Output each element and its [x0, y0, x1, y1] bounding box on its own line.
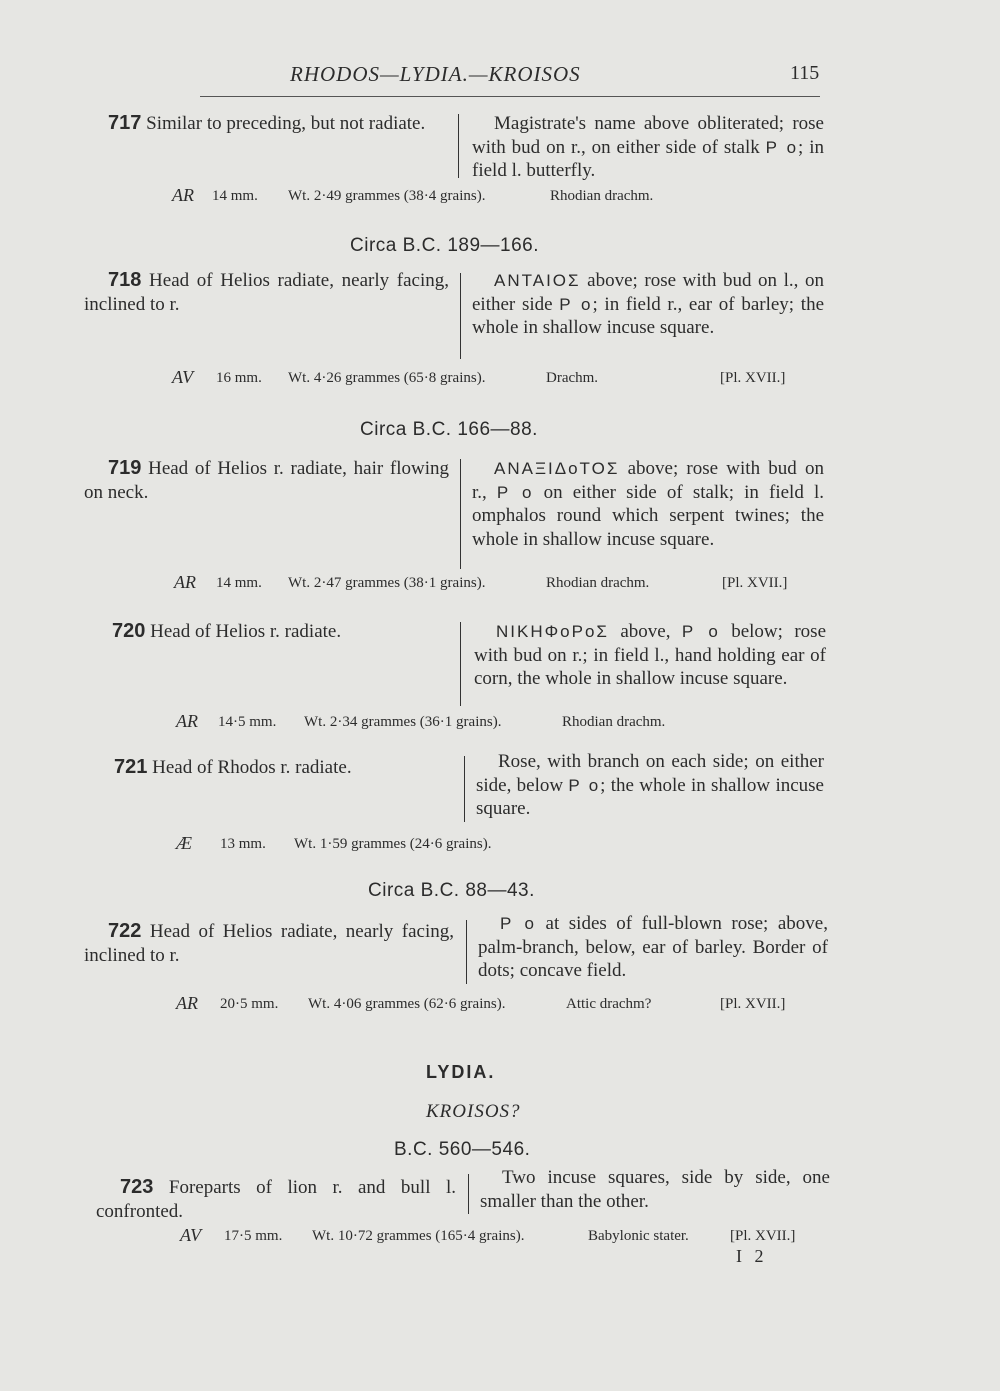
metal-symbol: Æ: [176, 833, 193, 853]
plate-reference: [Pl. XVII.]: [722, 575, 788, 591]
metal-symbol: AR: [176, 993, 198, 1013]
signature-mark: I 2: [736, 1246, 768, 1266]
obverse-description: [84, 269, 449, 316]
reverse-description: [472, 269, 824, 340]
metal-symbol: AR: [174, 572, 196, 592]
coin-denomination: Babylonic stater.: [588, 1228, 689, 1244]
metal-symbol: AR: [176, 711, 198, 731]
reverse-description: [474, 620, 826, 691]
reverse-text: above; rose with bud on l., on either side: [472, 270, 824, 315]
reverse-text-end: ; in field r., ear of barley; the whole in shallow incuse square.: [472, 293, 824, 338]
coin-weight: Wt. 4·26 grammes (65·8 grains).: [288, 370, 486, 386]
reverse-text-end: ; the whole in shallow incuse square.: [476, 774, 824, 819]
coin-size: 16 mm.: [216, 370, 262, 386]
metal-symbol: AV: [172, 367, 194, 387]
page-number: 115: [790, 62, 820, 84]
coin-denomination: Rhodian drachm.: [562, 714, 666, 730]
greek-legend: P o: [681, 622, 720, 641]
obverse-text: Head of Helios radiate, nearly facing, inclined to r.: [84, 270, 450, 315]
obverse-text: Head of Helios r. radiate.: [150, 621, 342, 642]
coin-size: 17·5 mm.: [224, 1228, 283, 1244]
reverse-description: [476, 750, 824, 821]
reverse-text-end: on either side of stalk; in field l. omphalos round which serpent twines; the whole in shallow incuse square.: [472, 481, 824, 550]
subsection-title: KROISOS?: [426, 1101, 521, 1122]
greek-legend: NIKHΦoPoΣ: [496, 622, 609, 641]
reverse-text-end: ; in field l. butterfly.: [472, 136, 824, 181]
greek-legend: P o: [765, 137, 799, 157]
reverse-text: Two incuse squares, side by side, one smaller than the other.: [480, 1167, 830, 1212]
greek-legend: P o: [568, 775, 601, 795]
obverse-text: Head of Rhodos r. radiate.: [152, 757, 352, 778]
column-divider: [460, 622, 461, 706]
greek-legend: ANAΞIΔoTOΣ: [494, 459, 620, 478]
section-title: LYDIA.: [426, 1062, 496, 1082]
coin-size: 14 mm.: [212, 188, 258, 204]
obverse-description: [112, 620, 442, 644]
entry-number: 719: [108, 457, 142, 479]
reverse-description: [480, 1166, 830, 1213]
coin-weight: Wt. 2·34 grammes (36·1 grains).: [304, 714, 502, 730]
reverse-description: [472, 112, 824, 183]
obverse-description: [84, 457, 449, 504]
obverse-description: [84, 920, 454, 967]
obverse-text: Head of Helios radiate, nearly facing, inclined to r.: [84, 921, 454, 966]
column-divider: [458, 114, 459, 178]
coin-denomination: Drachm.: [546, 370, 599, 386]
era-heading: B.C. 560—546.: [394, 1139, 531, 1160]
reverse-description: [472, 457, 824, 551]
column-divider: [464, 756, 465, 822]
column-divider: [460, 273, 461, 359]
greek-legend: ANTAIOΣ: [494, 271, 581, 290]
coin-weight: Wt. 2·47 grammes (38·1 grains).: [288, 575, 486, 591]
metal-symbol: AV: [180, 1225, 202, 1245]
era-heading: Circa B.C. 166—88.: [360, 419, 538, 440]
reverse-text: Rose, with branch on each side; on either side, below: [476, 751, 824, 796]
coin-denomination: Rhodian drachm.: [550, 188, 654, 204]
obverse-text: Foreparts of lion r. and bull l. confronted.: [96, 1177, 457, 1222]
obverse-text: Similar to preceding, but not radiate.: [146, 113, 426, 134]
coin-weight: Wt. 10·72 grammes (165·4 grains).: [312, 1228, 525, 1244]
coin-size: 14·5 mm.: [218, 714, 277, 730]
reverse-text: Magistrate's name above obliterated; rose with bud on r., on either side of stalk: [472, 113, 824, 158]
entry-number: 721: [114, 756, 148, 778]
coin-denomination: Rhodian drachm.: [546, 575, 650, 591]
reverse-text-end: below; rose with bud on r.; in field l., hand holding ear of corn, the whole in shallow incuse square.: [474, 621, 827, 689]
column-divider: [466, 920, 467, 984]
entry-number: 720: [112, 620, 146, 642]
entry-number: 717: [108, 112, 142, 134]
header-rule: [200, 96, 820, 97]
entry-number: 723: [120, 1176, 154, 1198]
plate-reference: [Pl. XVII.]: [720, 370, 786, 386]
coin-weight: Wt. 2·49 grammes (38·4 grains).: [288, 188, 486, 204]
coin-size: 20·5 mm.: [220, 996, 279, 1012]
coin-weight: Wt. 1·59 grammes (24·6 grains).: [294, 836, 492, 852]
plate-reference: [Pl. XVII.]: [720, 996, 786, 1012]
coin-denomination: Attic drachm?: [566, 996, 652, 1012]
coin-weight: Wt. 4·06 grammes (62·6 grains).: [308, 996, 506, 1012]
running-title: RHODOS—LYDIA.—KROISOS: [290, 62, 581, 86]
obverse-text: Head of Helios r. radiate, hair flowing on neck.: [84, 458, 449, 503]
greek-legend: P o: [559, 294, 593, 314]
reverse-text: above,: [608, 621, 682, 642]
era-heading: Circa B.C. 88—43.: [368, 880, 535, 901]
greek-legend: P o: [496, 482, 534, 502]
obverse-description: [96, 1176, 456, 1223]
column-divider: [468, 1174, 469, 1214]
coin-size: 13 mm.: [220, 836, 266, 852]
coin-size: 14 mm.: [216, 575, 262, 591]
entry-number: 722: [108, 920, 142, 942]
column-divider: [460, 459, 461, 569]
reverse-description: [478, 912, 828, 983]
entry-number: 718: [108, 269, 142, 291]
greek-legend: P o: [500, 914, 536, 933]
obverse-description: [84, 112, 449, 136]
obverse-description: [114, 756, 444, 780]
era-heading: Circa B.C. 189—166.: [350, 235, 540, 256]
reverse-text: above; rose with bud on r.,: [472, 458, 824, 503]
metal-symbol: AR: [172, 185, 194, 205]
plate-reference: [Pl. XVII.]: [730, 1228, 796, 1244]
reverse-text: at sides of full-blown rose; above, palm-branch, below, ear of barley. Border of dots; concave field.: [478, 913, 828, 981]
